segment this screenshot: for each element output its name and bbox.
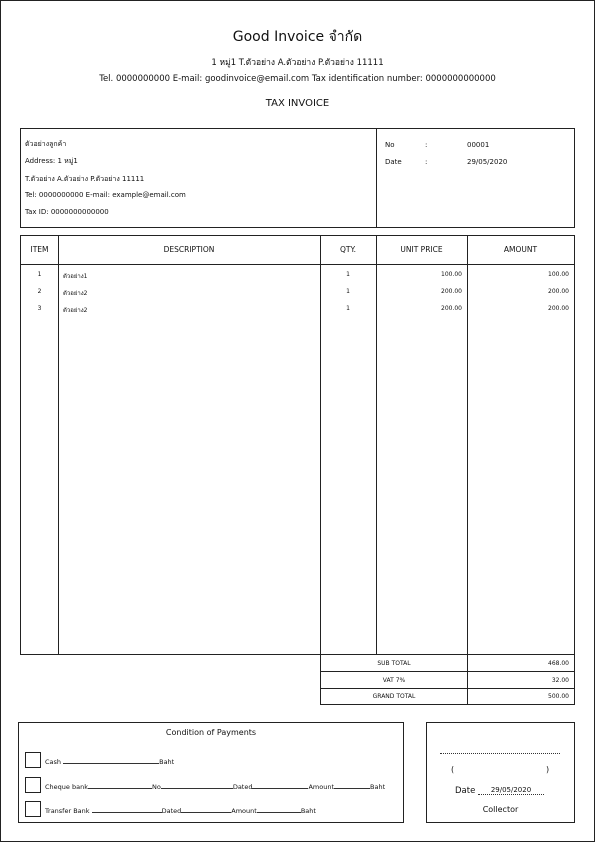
collector-date-label: Date [455,786,476,796]
subtotal-value: 468.00 [548,660,569,667]
customer-address-2: T.ตัวอย่าง A.ตัวอย่าง P.ตัวอย่าง 11111 [25,175,145,183]
transfer-bank-field[interactable] [92,805,162,813]
transfer-line [45,805,316,815]
row-item: 1 [37,271,42,278]
payment-title: Condition of Payments [165,728,257,737]
header-qty: QTY. [340,245,356,254]
table-header-divider [21,264,574,265]
row-description: ตัวอย่าง2 [63,307,88,314]
vat-value: 32.00 [551,677,569,684]
collector-box [426,722,575,823]
cheque-baht-label: Baht [370,783,386,791]
collector-label: Collector [482,805,519,814]
grand-total-label: GRAND TOTAL [372,693,416,700]
invoice-date-label: Date [385,158,402,166]
row-item: 2 [37,288,42,295]
invoice-no-label: No [385,141,395,149]
row-qty: 1 [346,305,350,312]
cheque-line [45,781,385,791]
vat-label: VAT 7% [382,677,406,684]
cheque-no-label: No [151,783,161,791]
company-name: Good Invoice จำกัด [232,29,363,45]
document-title: TAX INVOICE [265,98,330,109]
payment-conditions-box [18,722,404,823]
customer-tax-id: Tax ID: 0000000000000 [25,208,109,216]
row-description: ตัวอย่าง2 [63,290,88,297]
totals-block [320,654,575,705]
cash-line [45,756,174,766]
info-divider [376,129,377,227]
grand-total-value: 500.00 [548,693,569,700]
cash-label: Cash [45,758,62,766]
row-unit-price: 200.00 [441,305,462,312]
customer-name: ตัวอย่างลูกค้า [25,140,67,148]
items-table [20,235,575,655]
cheque-no-field[interactable] [161,781,233,789]
cheque-amount-label: Amount [308,783,335,791]
header-amount: AMOUNT [503,245,538,254]
collector-date-value: 29/05/2020 [478,786,544,795]
row-unit-price: 200.00 [441,288,462,295]
cheque-date-field[interactable] [252,781,308,789]
customer-address-1: Address: 1 หมู่1 [25,157,78,165]
invoice-no-value: 00001 [467,141,490,149]
row-amount: 100.00 [548,271,569,278]
header-item: ITEM [30,245,49,254]
collector-signature-line[interactable] [440,753,560,754]
company-address: 1 หมู่1 T.ตัวอย่าง A.ตัวอย่าง P.ตัวอย่าง 11111 [211,58,384,68]
totals-row-divider-1 [321,671,574,672]
transfer-date-field[interactable] [181,805,231,813]
customer-contact: Tel: 0000000000 E-mail: example@email.com [25,191,186,199]
cheque-dated-label: Dated [232,783,253,791]
row-amount: 200.00 [548,305,569,312]
collector-paren-close: ) [546,765,550,774]
transfer-baht-label: Baht [300,807,316,815]
transfer-dated-label: Dated [161,807,182,815]
transfer-checkbox[interactable] [25,801,41,817]
transfer-label: Transfer Bank [45,807,90,815]
cash-baht-label: Baht [159,758,175,766]
collector-paren-open: ( [451,765,455,774]
invoice-no-sep: : [425,141,428,149]
subtotal-label: SUB TOTAL [377,660,411,667]
cash-checkbox[interactable] [25,752,41,768]
row-amount: 200.00 [548,288,569,295]
transfer-amount-field[interactable] [257,805,301,813]
transfer-amount-label: Amount [231,807,257,815]
company-contact: Tel. 0000000000 E-mail: goodinvoice@email.com Tax identification number: 0000000000000 [99,74,496,84]
invoice-date-value: 29/05/2020 [467,158,508,166]
row-item: 3 [37,305,42,312]
cheque-bank-field[interactable] [88,781,152,789]
row-unit-price: 100.00 [441,271,462,278]
header-unit-price: UNIT PRICE [400,245,443,254]
totals-row-divider-2 [321,688,574,689]
col-divider-1 [58,236,59,654]
row-qty: 1 [346,271,350,278]
invoice-date-sep: : [425,158,428,166]
col-divider-2 [320,236,321,654]
cheque-label: Cheque bank [45,783,88,791]
cheque-amount-field[interactable] [334,781,370,789]
col-divider-4 [467,236,468,654]
row-qty: 1 [346,288,350,295]
cheque-checkbox[interactable] [25,777,41,793]
customer-info-box [20,128,575,228]
col-divider-3 [376,236,377,654]
header-description: DESCRIPTION [163,245,215,254]
row-description: ตัวอย่าง1 [63,273,88,280]
cash-amount-field[interactable] [63,756,159,764]
